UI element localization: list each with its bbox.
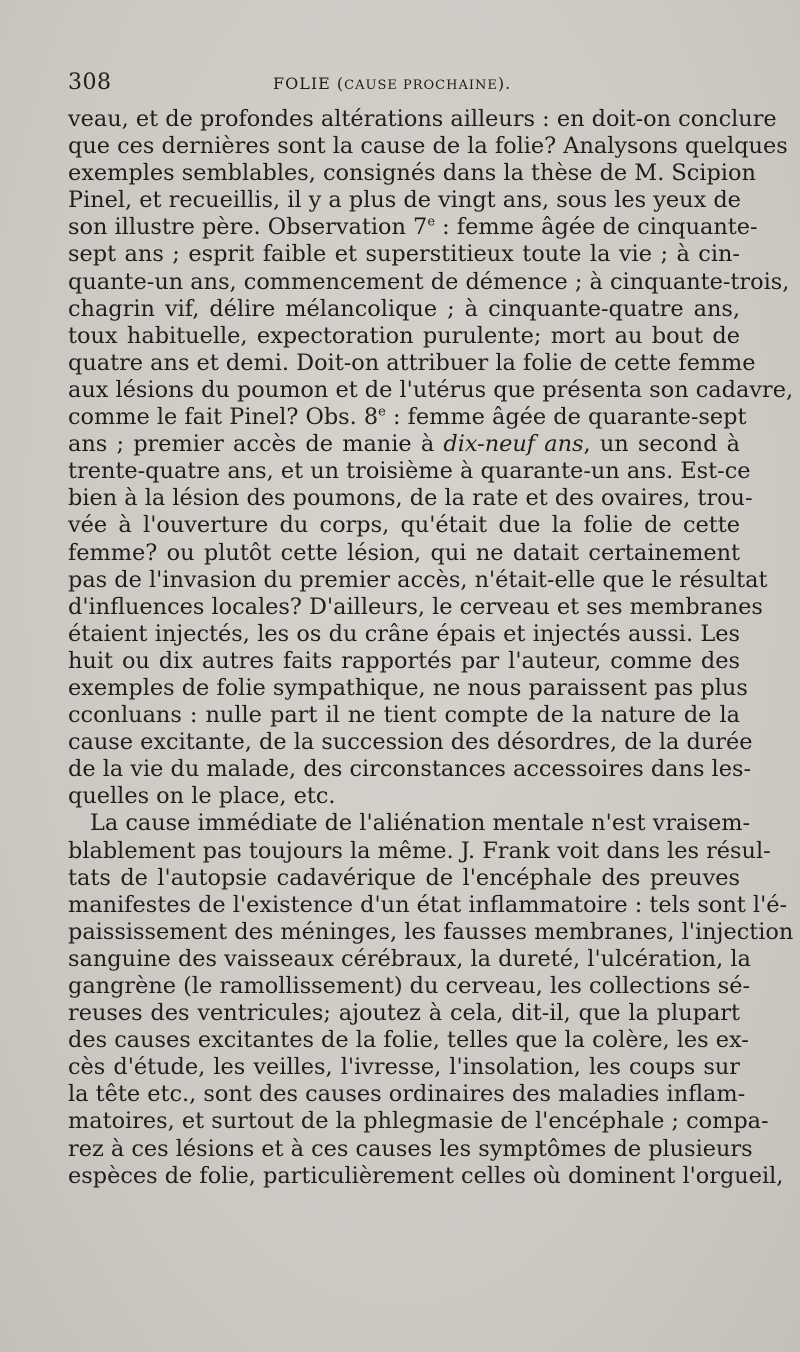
text-line: que ces dernières sont la cause de la folie? Analysons quelques bbox=[68, 133, 788, 160]
obs7-superscript: e bbox=[427, 214, 436, 230]
obs7-tail: : femme âgée de cinquante- bbox=[435, 214, 758, 241]
running-head-main: FOLIE ( bbox=[273, 74, 345, 93]
text-line-obs7 bbox=[68, 214, 758, 241]
running-head-end: ). bbox=[497, 74, 512, 93]
text-line: sanguine des vaisseaux cérébraux, la dureté, l'ulcération, la bbox=[68, 945, 751, 972]
line13-text: ans ; premier accès de manie à bbox=[68, 431, 444, 458]
text-line: cconluans : nulle part il ne tient compte de la nature de la bbox=[68, 702, 740, 729]
text-line: tats de l'autopsie cadavérique de l'encéphale des preuves bbox=[68, 864, 740, 891]
obs8-tail: : femme âgée de quarante-sept bbox=[385, 404, 747, 431]
text-line: veau, et de profondes altérations ailleurs : en doit-on conclure bbox=[68, 106, 777, 132]
text-line: quelles on le place, etc. bbox=[68, 783, 336, 810]
obs7-text: son illustre père. Observation 7 bbox=[68, 214, 428, 241]
obs8-superscript: e bbox=[378, 404, 386, 420]
text-line: vée à l'ouverture du corps, qu'était due la folie de cette bbox=[68, 512, 740, 539]
page-header bbox=[68, 70, 740, 100]
text-line-italic bbox=[68, 431, 740, 458]
text-line: paississement des méninges, les fausses membranes, l'injection bbox=[68, 918, 794, 945]
text-line: femme? ou plutôt cette lésion, qui ne datait certainement bbox=[68, 539, 740, 566]
text-line: d'influences locales? D'ailleurs, le cerveau et ses membranes bbox=[68, 593, 763, 620]
text-line: étaient injectés, les os du crâne épais et injectés aussi. Les bbox=[68, 620, 740, 647]
text-line: la tête etc., sont des causes ordinaires des maladies inflam- bbox=[68, 1081, 746, 1108]
text-line: Pinel, et recueillis, il y a plus de vingt ans, sous les yeux de bbox=[68, 187, 741, 214]
italic-age: dix-neuf ans bbox=[443, 431, 584, 458]
paragraph-start-line: La cause immédiate de l'aliénation mentale n'est vraisem- bbox=[90, 810, 751, 837]
text-line: aux lésions du poumon et de l'utérus que présenta son cadavre, bbox=[68, 376, 794, 403]
text-line: huit ou dix autres faits rapportés par l'auteur, comme des bbox=[68, 647, 740, 674]
text-line: pas de l'invasion du premier accès, n'était-elle que le résultat bbox=[68, 566, 768, 593]
running-head-sub: CAUSE PROCHAINE bbox=[344, 78, 498, 93]
text-line: rez à ces lésions et à ces causes les symptômes de plusieurs bbox=[68, 1135, 753, 1162]
text-line: espèces de folie, particulièrement celles où dominent l'orgueil, bbox=[68, 1162, 784, 1189]
text-line: bien à la lésion des poumons, de la rate et des ovaires, trou- bbox=[68, 485, 753, 512]
page-number: 308 bbox=[68, 70, 112, 95]
text-line: cès d'étude, les veilles, l'ivresse, l'insolation, les coups sur bbox=[68, 1054, 740, 1081]
text-line: quatre ans et demi. Doit-on attribuer la folie de cette femme bbox=[68, 349, 756, 376]
text-line: exemples semblables, consignés dans la thèse de M. Scipion bbox=[68, 160, 756, 187]
text-line: blablement pas toujours la même. J. Frank voit dans les résul- bbox=[68, 837, 771, 864]
text-line: sept ans ; esprit faible et superstitieux toute la vie ; à cin- bbox=[68, 241, 740, 268]
text-line: gangrène (le ramollissement) du cerveau, les collections sé- bbox=[68, 973, 751, 999]
text-line: de la vie du malade, des circonstances accessoires dans les- bbox=[68, 756, 752, 783]
line13-tail: , un second à bbox=[583, 431, 740, 458]
text-line: cause excitante, de la succession des désordres, de la durée bbox=[68, 729, 753, 756]
obs8-text: comme le fait Pinel? Obs. 8 bbox=[68, 404, 379, 431]
text-line: quante-un ans, commencement de démence ; à cinquante-trois, bbox=[68, 268, 790, 295]
text-line: matoires, et surtout de la phlegmasie de l'encéphale ; compa- bbox=[68, 1108, 769, 1135]
text-line: reuses des ventricules; ajoutez à cela, dit-il, que la plupart bbox=[68, 1000, 740, 1027]
text-line: trente-quatre ans, et un troisième à quarante-un ans. Est-ce bbox=[68, 458, 751, 485]
text-line-obs8 bbox=[68, 404, 747, 431]
body-text bbox=[68, 106, 794, 1190]
text-line: manifestes de l'existence d'un état inflammatoire : tels sont l'é- bbox=[68, 891, 788, 918]
text-line: exemples de folie sympathique, ne nous paraissent pas plus bbox=[68, 674, 748, 701]
text-line: toux habituelle, expectoration purulente; mort au bout de bbox=[68, 322, 740, 349]
running-head bbox=[273, 74, 511, 93]
text-line: chagrin vif, délire mélancolique ; à cinquante-quatre ans, bbox=[68, 295, 740, 322]
text-line: des causes excitantes de la folie, telles que la colère, les ex- bbox=[68, 1027, 749, 1054]
